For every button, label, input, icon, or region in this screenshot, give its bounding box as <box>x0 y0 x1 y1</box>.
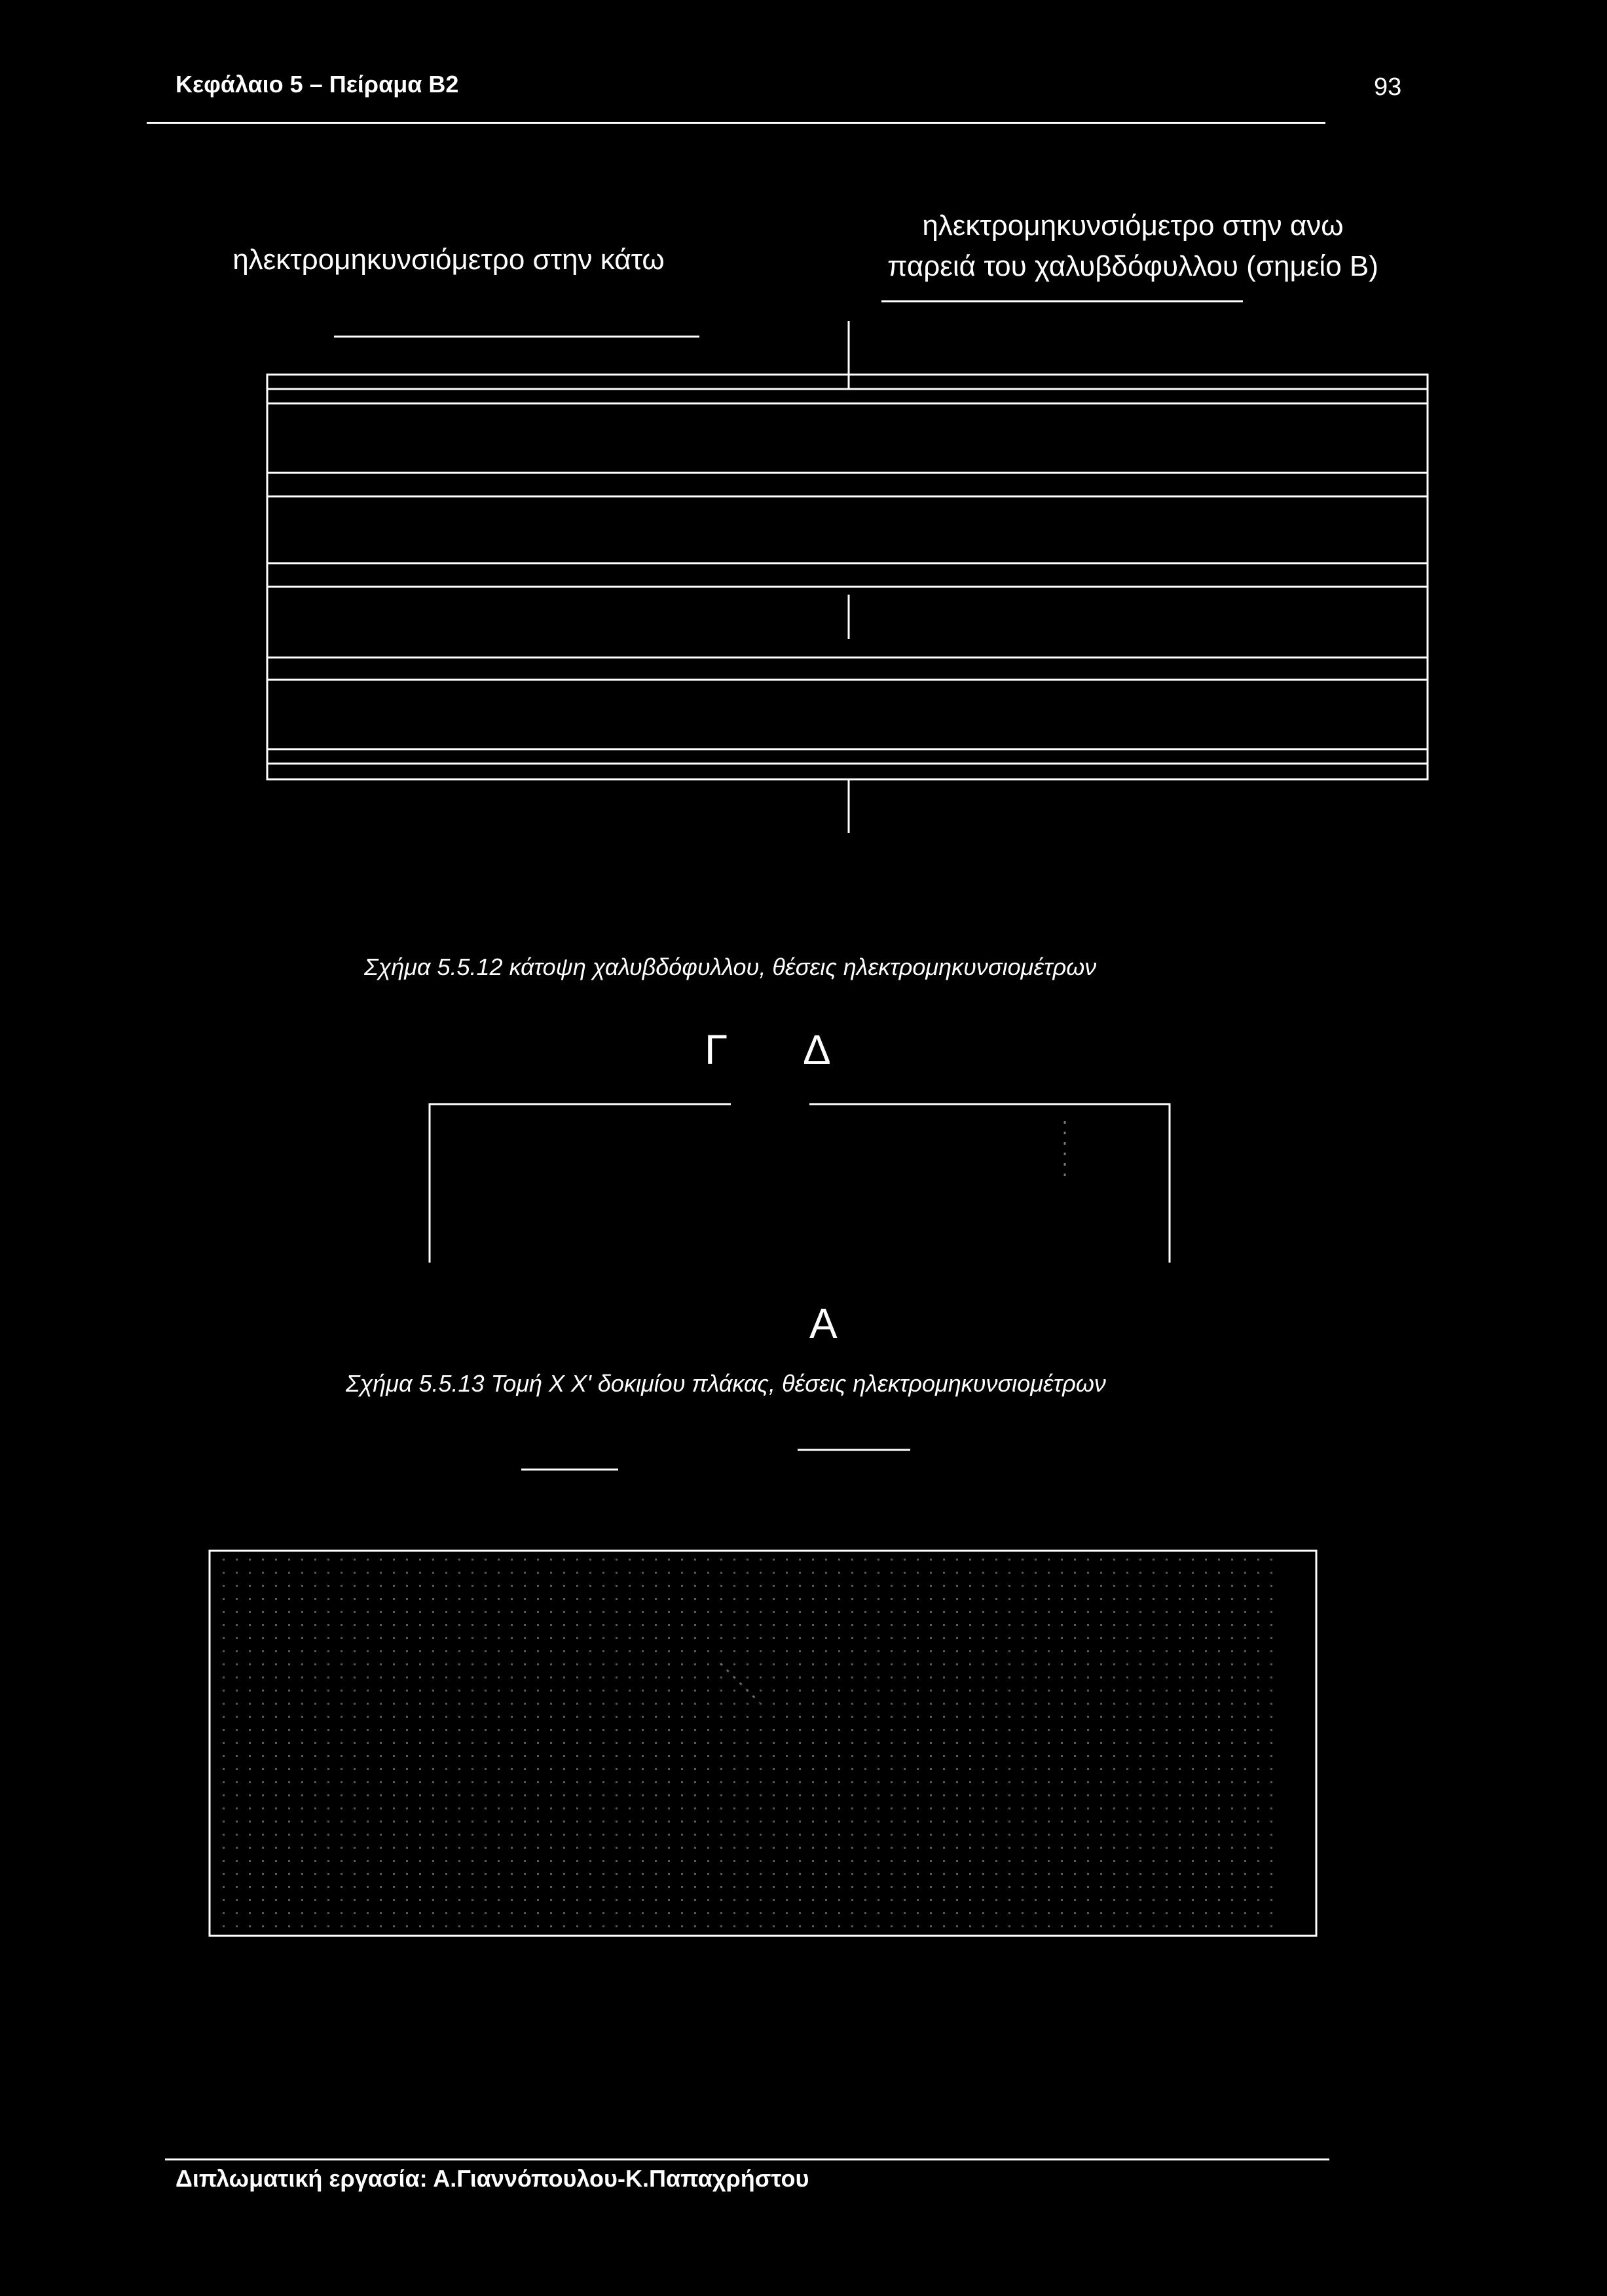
chapter-title: Κεφάλαιο 5 – Πείραμα Β2 <box>175 71 459 98</box>
point-gamma-label: Γ <box>705 1026 728 1073</box>
page-number: 93 <box>1374 73 1402 101</box>
point-delta-label: Δ <box>803 1026 831 1073</box>
thesis-credit: Διπλωματική εργασία: Α.Γιαννόπουλου-Κ.Παπαχρήστου <box>175 2165 809 2192</box>
figure-13-caption: Σχήμα 5.5.13 Τομή Χ Χ' δοκιμίου πλάκας, θέσεις ηλεκτρομηκυνσιομέτρων <box>346 1370 1106 1397</box>
dotted-pattern-area <box>212 1553 1273 1935</box>
point-alpha-label: Α <box>809 1300 838 1347</box>
label-gauge-top-face-line2: παρειά του χαλυβδόφυλλου (σημείο Β) <box>887 250 1378 282</box>
figure-12-caption: Σχήμα 5.5.12 κάτοψη χαλυβδόφυλλου, θέσεις ηλεκτρομηκυνσιομέτρων <box>364 954 1097 980</box>
label-gauge-bottom-face: ηλεκτρομηκυνσιόμετρο στην κάτω <box>232 244 665 276</box>
label-gauge-top-face-line1: ηλεκτρομηκυνσιόμετρο στην ανω <box>922 210 1344 242</box>
footer-rule <box>165 2158 1329 2160</box>
